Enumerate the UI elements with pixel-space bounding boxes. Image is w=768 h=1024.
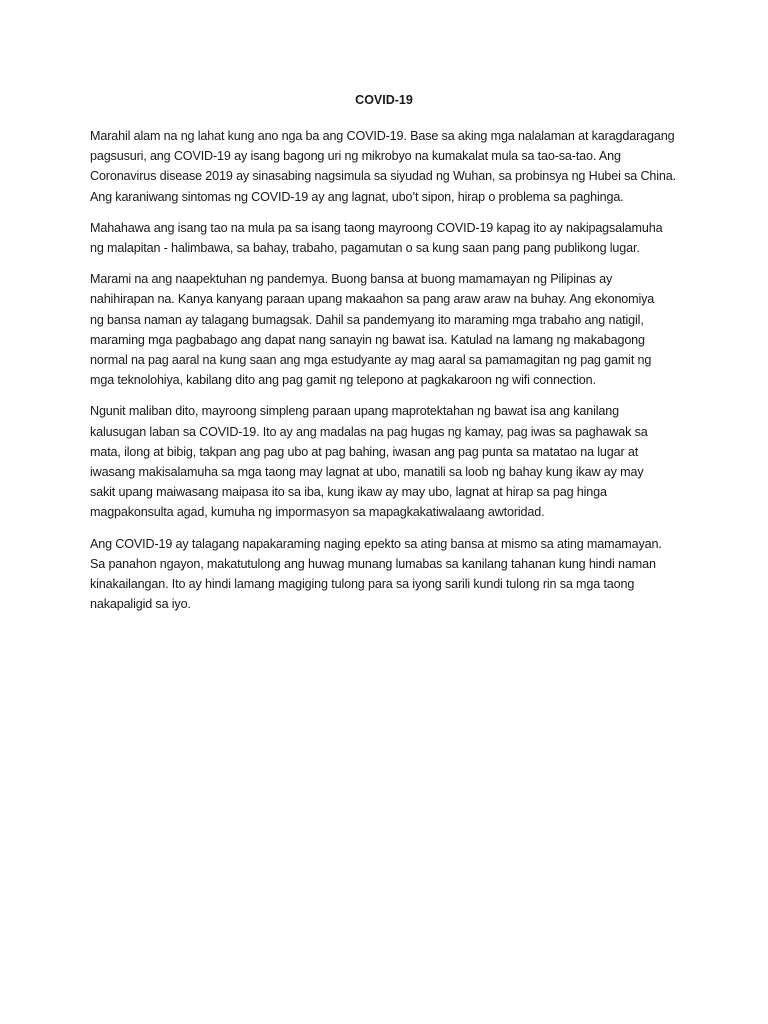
paragraph-prevention: [90, 401, 690, 522]
text-line: Marami na ang naapektuhan ng pandemya. Buong bansa at buong mamamayan ng Pilipinas ay: [90, 272, 613, 287]
text-line: mga teknolohiya, kabilang dito ang pag gamit ng telepono at pagkakaroon ng wifi connection.: [90, 373, 596, 388]
text-line: Ngunit maliban dito, mayroong simpleng paraan upang maprotektahan ng bawat isa ang kanilang: [90, 404, 619, 419]
paragraph-transmission: [90, 218, 690, 258]
text-line: Ang COVID-19 ay talagang napakaraming naging epekto sa ating bansa at mismo sa ating mamamayan.: [90, 536, 662, 551]
paragraph-intro: [90, 126, 690, 207]
paragraph-conclusion: [90, 534, 690, 615]
text-line: ng malapitan - halimbawa, sa bahay, trabaho, pagamutan o sa kung saan pang pang publikong lugar.: [90, 241, 640, 256]
text-line: sakit upang maiwasang maipasa ito sa iba, kung ikaw ay may ubo, lagnat at hirap sa pag hinga: [90, 485, 607, 500]
document-title: COVID-19: [355, 93, 413, 107]
text-line: Ang karaniwang sintomas ng COVID-19 ay ang lagnat, ubo’t sipon, hirap o problema sa paghinga.: [90, 189, 624, 204]
text-line: magpakonsulta agad, kumuha ng impormasyon sa mapagkakatiwalaang awtoridad.: [90, 505, 545, 520]
text-line: maraming mga pagbabago ang dapat nang sanayin ng bawat isa. Katulad na lamang ng makabagong: [90, 332, 645, 347]
text-line: Coronavirus disease 2019 ay sinasabing nagsimula sa siyudad ng Wuhan, sa probinsya ng Hubei sa China.: [90, 169, 676, 184]
text-line: Mahahawa ang isang tao na mula pa sa isang taong mayroong COVID-19 kapag ito ay nakipagsalamuha: [90, 220, 663, 235]
text-line: mata, ilong at bibig, takpan ang pag ubo at pag bahing, iwasan ang pag punta sa matatao na lugar at: [90, 444, 639, 459]
text-line: ng bansa naman ay talagang bumagsak. Dahil sa pandemyang ito maraming mga trabaho ang natigil,: [90, 312, 644, 327]
text-line: kalusugan laban sa COVID-19. Ito ay ang madalas na pag hugas ng kamay, pag iwas sa paghawak sa: [90, 424, 648, 439]
text-line: nakapaligid sa iyo.: [90, 597, 191, 612]
document-body: [90, 126, 690, 625]
text-line: nahihirapan na. Kanya kanyang paraan upang makaahon sa pang araw araw na buhay. Ang ekonomiya: [90, 292, 655, 307]
text-line: normal na pag aaral na kung saan ang mga estudyante ay mag aaral sa pamamagitan ng pag gamit ng: [90, 353, 652, 368]
text-line: Sa panahon ngayon, makatutulong ang huwag munang lumabas sa kanilang tahanan kung hindi naman: [90, 556, 656, 571]
text-line: iwasang makisalamuha sa mga taong may lagnat at ubo, manatili sa loob ng bahay kung ikaw ay may: [90, 465, 644, 480]
paragraph-impact: [90, 269, 690, 390]
text-line: pagsusuri, ang COVID-19 ay isang bagong uri ng mikrobyo na kumakalat mula sa tao-sa-tao. Ang: [90, 149, 621, 164]
text-line: Marahil alam na ng lahat kung ano nga ba ang COVID-19. Base sa aking mga nalalaman at karagdaragang: [90, 129, 675, 143]
text-line: kinakailangan. Ito ay hindi lamang magiging tulong para sa iyong sarili kundi tulong rin sa mga taong: [90, 577, 635, 592]
